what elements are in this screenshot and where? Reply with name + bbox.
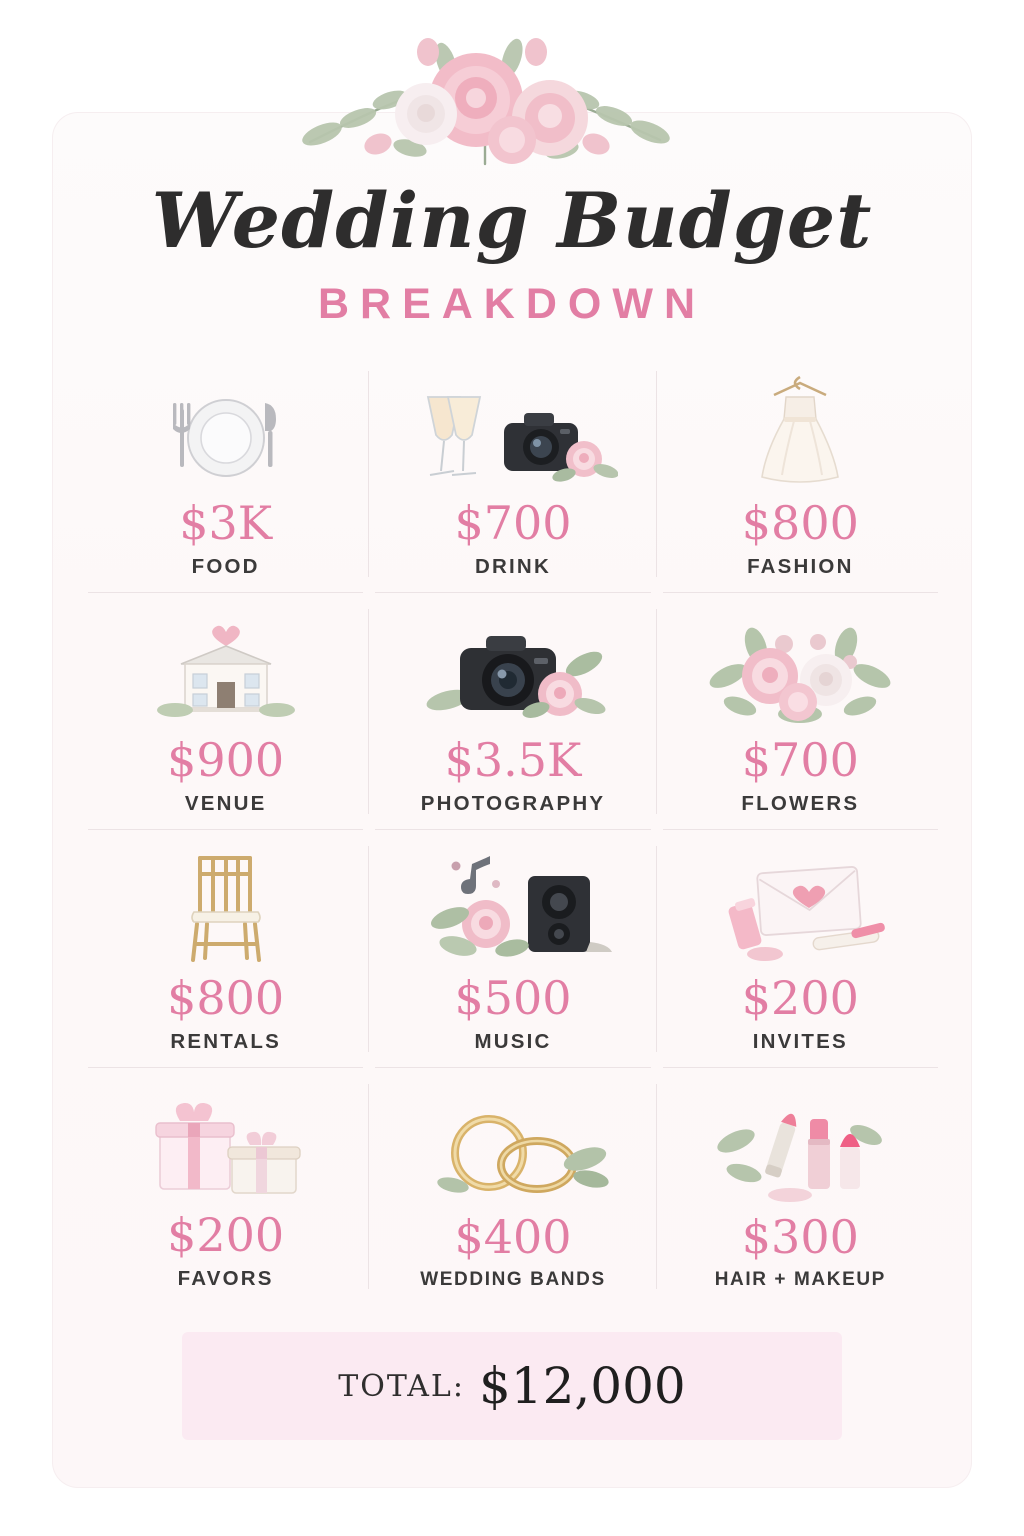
budget-amount: $700 <box>741 733 859 787</box>
budget-amount: $800 <box>741 495 859 550</box>
budget-label: VENUE <box>184 792 267 815</box>
budget-label: FAVORS <box>177 1267 274 1290</box>
budget-item-wedding-bands <box>369 1068 656 1306</box>
budget-label: FLOWERS <box>741 792 860 815</box>
budget-amount: $400 <box>454 1210 572 1264</box>
venue-house-icon <box>151 608 301 730</box>
total-value: $12,000 <box>478 1357 686 1415</box>
budget-amount: $3K <box>179 495 273 550</box>
budget-label: RENTALS <box>170 1029 281 1053</box>
budget-label: DRINK <box>475 554 551 578</box>
budget-amount: $200 <box>167 1208 285 1262</box>
budget-label: PHOTOGRAPHY <box>420 792 606 815</box>
budget-item-rentals <box>82 830 369 1068</box>
budget-label: WEDDING BANDS <box>420 1269 606 1290</box>
budget-amount: $200 <box>741 970 859 1025</box>
speaker-music-note-icon <box>408 846 618 968</box>
budget-amount: $300 <box>741 1210 859 1264</box>
gift-boxes-icon <box>136 1083 316 1205</box>
total-label: TOTAL: <box>338 1368 465 1404</box>
page-subtitle: BREAKDOWN <box>317 280 707 328</box>
budget-label: INVITES <box>752 1029 848 1053</box>
budget-item-drink <box>369 355 656 593</box>
floral-bouquet-icon <box>250 22 720 172</box>
budget-item-favors <box>82 1068 369 1306</box>
budget-item-food <box>82 355 369 593</box>
envelope-invite-icon <box>705 846 895 968</box>
budget-item-flowers <box>657 593 944 831</box>
camera-icon <box>408 608 618 730</box>
budget-item-invites <box>657 830 944 1068</box>
budget-label: FOOD <box>191 554 260 578</box>
total-bar <box>182 1332 842 1440</box>
budget-item-venue <box>82 593 369 831</box>
budget-item-photography <box>369 593 656 831</box>
lipstick-brush-icon <box>710 1085 890 1207</box>
wedding-rings-icon <box>413 1085 613 1207</box>
budget-item-music <box>369 830 656 1068</box>
budget-amount: $800 <box>167 970 285 1025</box>
budget-item-hair-makeup <box>657 1068 944 1306</box>
plate-fork-knife-icon <box>156 371 296 493</box>
budget-amount: $700 <box>454 495 572 550</box>
chair-icon <box>166 846 286 968</box>
budget-grid <box>82 355 944 1305</box>
budget-label: FASHION <box>747 554 854 578</box>
wedding-dress-icon <box>730 371 870 493</box>
champagne-glasses-icon <box>408 371 618 493</box>
budget-amount: $500 <box>454 970 572 1025</box>
budget-label: MUSIC <box>474 1029 552 1053</box>
budget-amount: $900 <box>167 733 285 787</box>
budget-label: HAIR + MAKEUP <box>714 1269 886 1290</box>
page-title: Wedding Budget <box>151 176 873 265</box>
budget-item-fashion <box>657 355 944 593</box>
flower-bouquet-icon <box>700 608 900 730</box>
budget-amount: $3.5K <box>444 733 582 787</box>
